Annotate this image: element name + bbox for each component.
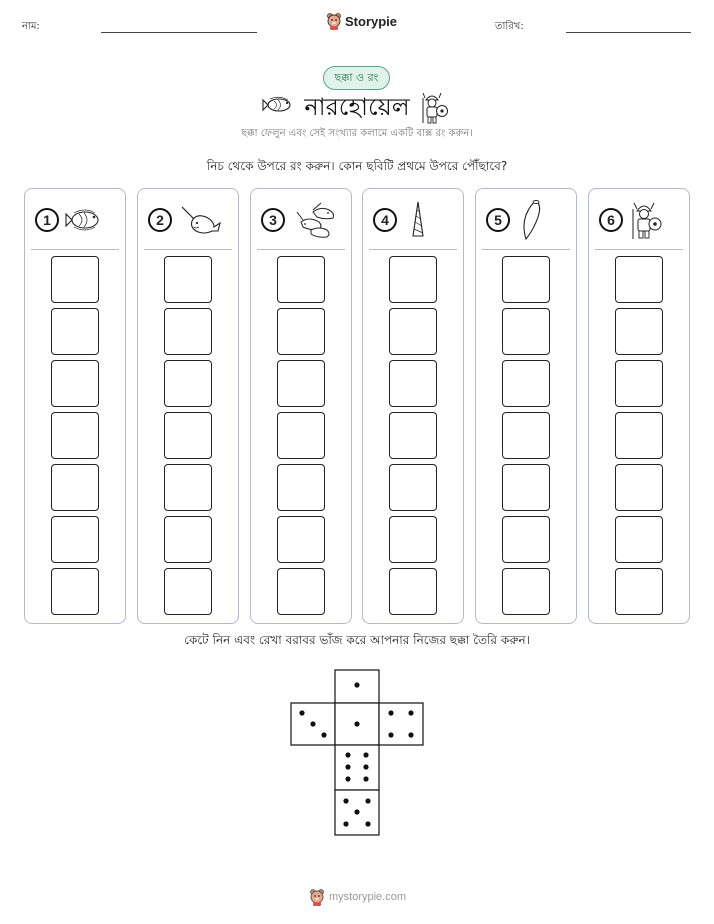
dice-color-tag: ছক্কা ও রং	[323, 66, 390, 90]
color-box[interactable]	[51, 568, 99, 615]
color-box[interactable]	[389, 412, 437, 459]
color-box[interactable]	[502, 516, 550, 563]
date-line[interactable]	[566, 32, 691, 33]
color-box[interactable]	[277, 256, 325, 303]
column-1	[24, 188, 126, 624]
brand-name: Storypie	[345, 13, 398, 29]
column-divider	[595, 249, 683, 250]
color-box[interactable]	[615, 568, 663, 615]
column-number: 2	[148, 208, 172, 232]
color-box[interactable]	[277, 568, 325, 615]
column-header	[261, 201, 343, 239]
color-box[interactable]	[277, 516, 325, 563]
color-box[interactable]	[615, 412, 663, 459]
color-box[interactable]	[389, 568, 437, 615]
color-box[interactable]	[502, 568, 550, 615]
color-box[interactable]	[389, 360, 437, 407]
color-box[interactable]	[277, 360, 325, 407]
column-number: 4	[373, 208, 397, 232]
footer-url[interactable]: mystorypie.com	[329, 891, 407, 903]
color-box[interactable]	[615, 256, 663, 303]
color-box[interactable]	[164, 568, 212, 615]
color-box[interactable]	[164, 516, 212, 563]
horn-icon	[516, 199, 546, 241]
color-box[interactable]	[389, 516, 437, 563]
page-title: নারহোয়েল	[304, 93, 410, 121]
instruction-text: নিচ থেকে উপরে রং করুন। কোন ছবিটি প্রথমে উপরে পৌঁছাবে?	[206, 159, 508, 173]
color-box[interactable]	[51, 412, 99, 459]
color-boxes	[251, 256, 351, 615]
column-header	[35, 201, 117, 239]
narwhal-tusk-icon	[403, 200, 433, 240]
column-divider	[31, 249, 119, 250]
column-3	[250, 188, 352, 624]
color-box[interactable]	[615, 516, 663, 563]
color-box[interactable]	[51, 256, 99, 303]
dice-face-right	[379, 703, 423, 745]
color-box[interactable]	[164, 412, 212, 459]
color-box[interactable]	[164, 360, 212, 407]
column-number: 5	[486, 208, 510, 232]
column-header	[148, 201, 230, 239]
color-box[interactable]	[389, 308, 437, 355]
color-box[interactable]	[164, 464, 212, 511]
dice-face-lower	[335, 745, 379, 790]
column-divider	[144, 249, 232, 250]
color-box[interactable]	[51, 516, 99, 563]
color-box[interactable]	[389, 256, 437, 303]
color-boxes	[589, 256, 689, 615]
color-box[interactable]	[51, 360, 99, 407]
date-label: তারিখ:	[495, 21, 524, 32]
subtitle: ছক্কা ফেলুন এবং সেই সংখ্যার কলামে একটি বাক্স রং করুন।	[241, 128, 473, 139]
color-box[interactable]	[502, 360, 550, 407]
name-label: নাম:	[22, 21, 40, 32]
storypie-bear-icon	[309, 888, 325, 906]
color-box[interactable]	[502, 464, 550, 511]
color-box[interactable]	[164, 256, 212, 303]
column-4	[362, 188, 464, 624]
column-divider	[257, 249, 345, 250]
column-header	[486, 201, 568, 239]
footer	[309, 888, 406, 906]
color-box[interactable]	[502, 256, 550, 303]
color-box[interactable]	[389, 464, 437, 511]
column-header	[599, 201, 681, 239]
column-2	[137, 188, 239, 624]
column-divider	[482, 249, 570, 250]
narwhal-pod-icon	[291, 200, 337, 240]
column-number: 6	[599, 208, 623, 232]
name-line[interactable]	[101, 32, 257, 33]
color-box[interactable]	[615, 464, 663, 511]
column-divider	[369, 249, 457, 250]
color-boxes	[138, 256, 238, 615]
color-box[interactable]	[51, 464, 99, 511]
column-header	[373, 201, 455, 239]
dice-net	[290, 669, 424, 836]
narwhal-icon	[178, 203, 222, 237]
color-box[interactable]	[615, 360, 663, 407]
color-box[interactable]	[277, 412, 325, 459]
color-box[interactable]	[277, 308, 325, 355]
color-boxes	[25, 256, 125, 615]
color-boxes	[476, 256, 576, 615]
column-6	[588, 188, 690, 624]
column-number: 1	[35, 208, 59, 232]
color-boxes	[363, 256, 463, 615]
brand-logo	[326, 12, 397, 30]
storypie-bear-icon	[326, 12, 342, 30]
color-box[interactable]	[277, 464, 325, 511]
color-box[interactable]	[164, 308, 212, 355]
viking-icon	[629, 199, 663, 241]
viking-icon	[420, 90, 450, 126]
flounder-fish-icon	[65, 208, 105, 232]
column-number: 3	[261, 208, 285, 232]
color-box[interactable]	[51, 308, 99, 355]
column-5	[475, 188, 577, 624]
cut-instruction: কেটে নিন এবং রেখা বরাবর ভাঁজ করে আপনার নিজের ছক্কা তৈরি করুন।	[184, 633, 530, 647]
color-box[interactable]	[615, 308, 663, 355]
color-box[interactable]	[502, 308, 550, 355]
color-box[interactable]	[502, 412, 550, 459]
